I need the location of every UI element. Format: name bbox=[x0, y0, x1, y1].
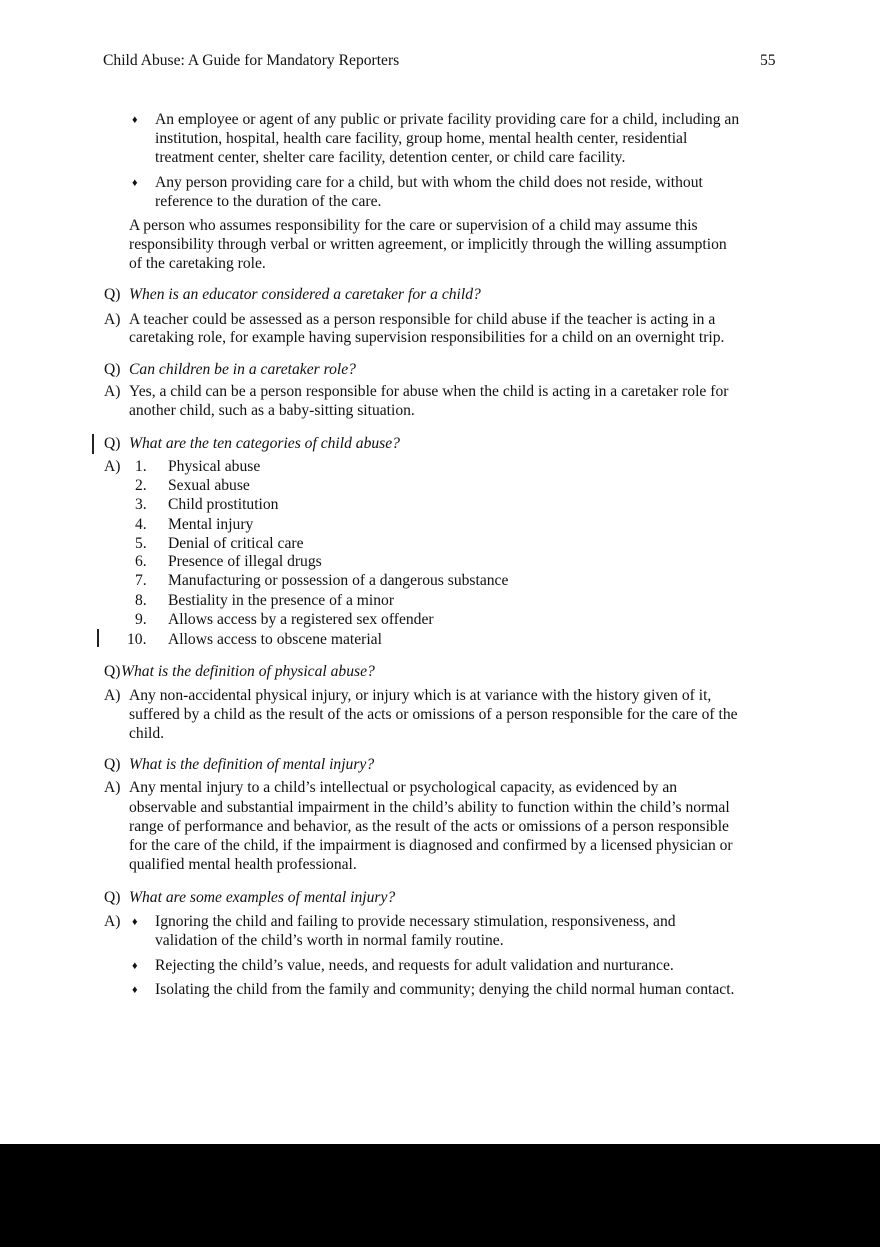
page-number: 55 bbox=[760, 52, 776, 69]
change-bar bbox=[97, 629, 99, 647]
question-mental-injury-examples: What are some examples of mental injury? bbox=[129, 889, 396, 906]
intro-bullet-1-line-3: treatment center, shelter care facility, detention center, or child care facility. bbox=[155, 149, 626, 166]
question-children-caretaker: Can children be in a caretaker role? bbox=[129, 361, 356, 378]
diamond-bullet-icon: ♦ bbox=[132, 114, 138, 126]
answer-5-line-3: range of performance and behavior, as the result of the acts or omissions of a person responsible bbox=[129, 818, 729, 835]
running-header-title: Child Abuse: A Guide for Mandatory Reporters bbox=[103, 52, 400, 69]
category-item: Denial of critical care bbox=[168, 535, 304, 552]
category-item: Sexual abuse bbox=[168, 477, 250, 494]
intro-paragraph-line-2: responsibility through verbal or written agreement, or implicitly through the willing assumption bbox=[129, 236, 727, 253]
diamond-bullet-icon: ♦ bbox=[132, 960, 138, 972]
answer-5-line-2: observable and substantial impairment in the child’s ability to function within the child’s normal bbox=[129, 799, 730, 816]
question-label: Q) bbox=[104, 889, 121, 906]
question-label: Q) bbox=[104, 435, 121, 452]
intro-bullet-1-line-2: institution, hospital, health care facility, group home, mental health center, residential bbox=[155, 130, 688, 147]
answer-5-line-1: Any mental injury to a child’s intellectual or psychological capacity, as evidenced by an bbox=[129, 779, 678, 796]
list-number: 9. bbox=[135, 611, 147, 628]
question-ten-categories: What are the ten categories of child abuse? bbox=[129, 435, 400, 452]
intro-bullet-2-line-2: reference to the duration of the care. bbox=[155, 193, 382, 210]
category-item: Allows access by a registered sex offender bbox=[168, 611, 434, 628]
example-2: Rejecting the child’s value, needs, and requests for adult validation and nurturance. bbox=[155, 957, 674, 974]
answer-2-line-1: Yes, a child can be a person responsible for abuse when the child is acting in a caretaker role for bbox=[129, 383, 729, 400]
answer-label: A) bbox=[104, 687, 121, 704]
question-mental-injury-definition: What is the definition of mental injury? bbox=[129, 756, 375, 773]
answer-label: A) bbox=[104, 458, 121, 475]
answer-4-line-1: Any non-accidental physical injury, or injury which is at variance with the history given of it, bbox=[129, 687, 712, 704]
example-1-line-2: validation of the child’s worth in normal family routine. bbox=[155, 932, 504, 949]
intro-bullet-2-line-1: Any person providing care for a child, but with whom the child does not reside, without bbox=[155, 174, 703, 191]
answer-1-line-2: caretaking role, for example having supervision responsibilities for a child on an overnight trip. bbox=[129, 329, 725, 346]
category-item: Manufacturing or possession of a dangerous substance bbox=[168, 572, 509, 589]
question-label: Q) bbox=[104, 361, 121, 378]
category-item: Presence of illegal drugs bbox=[168, 553, 322, 570]
list-number: 6. bbox=[135, 553, 147, 570]
example-1-line-1: Ignoring the child and failing to provide necessary stimulation, responsiveness, and bbox=[155, 913, 676, 930]
question-label: Q) bbox=[104, 663, 121, 680]
answer-label: A) bbox=[104, 311, 121, 328]
question-label: Q) bbox=[104, 286, 121, 303]
list-number: 7. bbox=[135, 572, 147, 589]
change-bar bbox=[92, 434, 94, 454]
question-label: Q) bbox=[104, 756, 121, 773]
example-3: Isolating the child from the family and community; denying the child normal human contact. bbox=[155, 981, 735, 998]
intro-paragraph-line-1: A person who assumes responsibility for the care or supervision of a child may assume this bbox=[129, 217, 698, 234]
diamond-bullet-icon: ♦ bbox=[132, 177, 138, 189]
question-educator-caretaker: When is an educator considered a caretaker for a child? bbox=[129, 286, 481, 303]
diamond-bullet-icon: ♦ bbox=[132, 984, 138, 996]
answer-label: A) bbox=[104, 383, 121, 400]
answer-2-line-2: another child, such as a baby-sitting situation. bbox=[129, 402, 415, 419]
answer-4-line-2: suffered by a child as the result of the acts or omissions of a person responsible for the care of the bbox=[129, 706, 738, 723]
list-number: 8. bbox=[135, 592, 147, 609]
category-item: Child prostitution bbox=[168, 496, 279, 513]
diamond-bullet-icon: ♦ bbox=[132, 916, 138, 928]
intro-paragraph-line-3: of the caretaking role. bbox=[129, 255, 266, 272]
list-number: 4. bbox=[135, 516, 147, 533]
category-item: Physical abuse bbox=[168, 458, 261, 475]
answer-5-line-5: qualified mental health professional. bbox=[129, 856, 357, 873]
category-item: Bestiality in the presence of a minor bbox=[168, 592, 395, 609]
answer-5-line-4: for the care of the child, if the impairment is diagnosed and confirmed by a licensed physician or bbox=[129, 837, 733, 854]
category-item: Allows access to obscene material bbox=[168, 631, 382, 648]
answer-1-line-1: A teacher could be assessed as a person responsible for child abuse if the teacher is acting in a bbox=[129, 311, 716, 328]
list-number: 1. bbox=[135, 458, 147, 475]
list-number: 10. bbox=[127, 631, 147, 648]
category-item: Mental injury bbox=[168, 516, 254, 533]
intro-bullet-1-line-1: An employee or agent of any public or private facility providing care for a child, including an bbox=[155, 111, 740, 128]
list-number: 3. bbox=[135, 496, 147, 513]
answer-label: A) bbox=[104, 913, 121, 930]
question-physical-abuse-definition: What is the definition of physical abuse? bbox=[121, 663, 375, 680]
list-number: 5. bbox=[135, 535, 147, 552]
answer-label: A) bbox=[104, 779, 121, 796]
list-number: 2. bbox=[135, 477, 147, 494]
answer-4-line-3: child. bbox=[129, 725, 165, 742]
